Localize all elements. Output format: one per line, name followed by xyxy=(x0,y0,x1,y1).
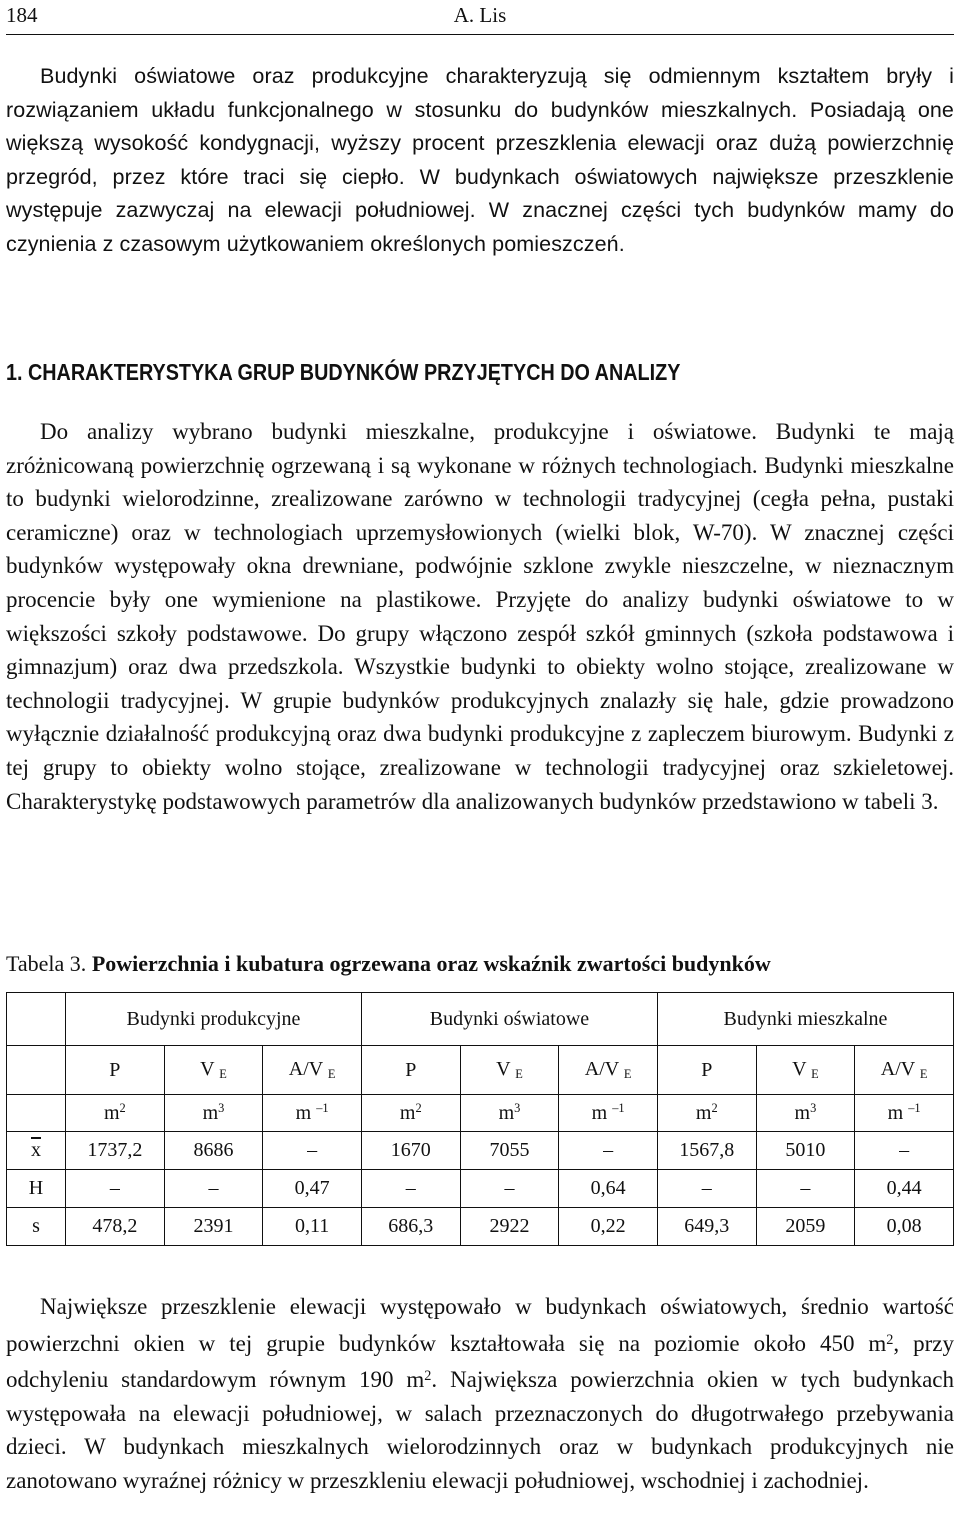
unit-cell: $m^2$ xyxy=(361,1095,460,1132)
table-cell: 2922 xyxy=(460,1208,559,1246)
unit-cell: $m^3$ xyxy=(756,1095,855,1132)
table-cell: 0,11 xyxy=(263,1208,362,1246)
symbol-cell: A/V $_E$ xyxy=(559,1046,658,1095)
unit-cell: m $^{-1}$ xyxy=(559,1095,658,1132)
row-label: $\overline{x}$ xyxy=(7,1132,66,1170)
group-header-production: Budynki produkcyjne xyxy=(66,993,362,1046)
table-cell: 0,08 xyxy=(855,1208,954,1246)
table-cell: 478,2 xyxy=(66,1208,165,1246)
table-cell: 7055 xyxy=(460,1132,559,1170)
running-author: A. Lis xyxy=(453,3,507,27)
symbol-cell: P xyxy=(657,1046,756,1095)
unit-cell: $m^3$ xyxy=(460,1095,559,1132)
table-cell: 0,47 xyxy=(263,1170,362,1208)
table-cell: 1567,8 xyxy=(657,1132,756,1170)
analysis-paragraph: Do analizy wybrano budynki mieszkalne, produkcyjne i oświatowe. Budynki te mają zróżnicowaną powierzchnię ogrzewaną i są wykonane w różnych technologiach. Budynki mieszkalne to budynki wielorodzinne, zrealizowane zarówno w technologii tradycyjnej (cegła pełna, pustaki ceramiczne) oraz w technologiach uprzemysłowionych (wielki blok, W-70). W znacznej części budynków występowały okna drewniane, podwójnie szklone zwykle nieszczelne, w nieznacznym procencie były one wymienione na plastikowe. Przyjęte do analizy budynki oświatowe to w większości szkoły podstawowe. Do grupy włączono zespół szkół gminnych (szkoła podstawowa i gimnazjum) oraz dwa przedszkola. Wszystkie budynki to obiekty wolno stojące, zrealizowane w technologii tradycyjnej. W grupie budynków produkcyjnych znalazły się hale, gdzie prowadzono wyłącznie działalność produkcyjną oraz dwa budynki produkcyjne z zapleczem biurowym. Budynki z tej grupy to obiekty wolno stojące, zrealizowane w technologii tradycyjnej oraz szkieletowej. Charakterystykę podstawowych parametrów dla analizowanych budynków przedstawiono w tabeli 3. xyxy=(6,419,954,814)
table-row-mean xyxy=(7,1132,954,1170)
table-cell: – xyxy=(559,1132,658,1170)
symbol-cell: P xyxy=(66,1046,165,1095)
table-cell: 686,3 xyxy=(361,1208,460,1246)
symbol-cell: A/V $_E$ xyxy=(263,1046,362,1095)
unit-cell: $m^2$ xyxy=(657,1095,756,1132)
table-cell: – xyxy=(657,1170,756,1208)
table-cell: – xyxy=(460,1170,559,1208)
unit-cell: $m^2$ xyxy=(66,1095,165,1132)
unit-cell: m $^{-1}$ xyxy=(263,1095,362,1132)
table-stub-cell xyxy=(7,1095,66,1132)
table-cell: – xyxy=(164,1170,263,1208)
symbol-cell: P xyxy=(361,1046,460,1095)
running-head xyxy=(6,0,954,35)
table-cell: 5010 xyxy=(756,1132,855,1170)
table-cell: 2059 xyxy=(756,1208,855,1246)
section-heading: 1. CHARAKTERYSTYKA GRUP BUDYNKÓW PRZYJĘTYCH DO ANALIZY xyxy=(6,359,681,385)
table-cell: 1737,2 xyxy=(66,1132,165,1170)
glazing-paragraph: Największe przeszklenie elewacji występowało w budynkach oświatowych, średnio wartość powierzchni okien w tej grupie budynków kształtowała się na poziomie około 450 $m^2$, przy odchyleniu standardowym równym 190 $m^2$. Największa powierzchnia okien w tych budynkach występowała na elewacji południowej, w salach przeznaczonych do długotrwałego przebywania dzieci. W budynkach mieszkalnych wielorodzinnych oraz w budynkach produkcyjnych nie zanotowano wyraźnej różnicy w przeszkleniu elewacji południowej, wschodniej i zachodniej. xyxy=(6,1294,954,1493)
table-cell: – xyxy=(361,1170,460,1208)
symbol-cell: V $_E$ xyxy=(164,1046,263,1095)
table-cell: 0,64 xyxy=(559,1170,658,1208)
data-table xyxy=(6,992,954,1246)
table-cell: 0,22 xyxy=(559,1208,658,1246)
symbol-cell: V $_E$ xyxy=(460,1046,559,1095)
table-row-h xyxy=(7,1170,954,1208)
page xyxy=(6,0,954,1519)
table-cell: – xyxy=(756,1170,855,1208)
table-caption xyxy=(6,948,954,980)
table-symbol-row xyxy=(7,1046,954,1095)
row-label: H xyxy=(7,1170,66,1208)
table-group-header-row xyxy=(7,993,954,1046)
symbol-cell: V $_E$ xyxy=(756,1046,855,1095)
table-row-std xyxy=(7,1208,954,1246)
table-stub-cell xyxy=(7,1046,66,1095)
unit-cell: m $^{-1}$ xyxy=(855,1095,954,1132)
table-caption-title: Powierzchnia i kubatura ogrzewana oraz wskaźnik zwartości budynków xyxy=(91,951,771,976)
table-cell: 8686 xyxy=(164,1132,263,1170)
table-cell: 0,44 xyxy=(855,1170,954,1208)
table-cell: – xyxy=(855,1132,954,1170)
table-cell: 1670 xyxy=(361,1132,460,1170)
group-header-residential: Budynki mieszkalne xyxy=(657,993,953,1046)
group-header-education: Budynki oświatowe xyxy=(361,993,657,1046)
table-cell: 2391 xyxy=(164,1208,263,1246)
symbol-cell: A/V $_E$ xyxy=(855,1046,954,1095)
page-number: 184 xyxy=(6,3,38,27)
intro-paragraph: Budynki oświatowe oraz produkcyjne charakteryzują się odmiennym kształtem bryły i rozwiązaniem układu funkcjonalnego w stosunku do budynków mieszkalnych. Posiadają one większą wysokość kondygnacji, wyższy procent przeszklenia elewacji oraz dużą powierzchnię przegród, przez które traci się ciepło. W budynkach oświatowych największe przeszklenie występuje zazwyczaj na elewacji południowej. W znacznej części tych budynków mamy do czynienia z czasowym użytkowaniem określonych pomieszczeń. xyxy=(6,64,954,256)
table-cell: 649,3 xyxy=(657,1208,756,1246)
table-unit-row xyxy=(7,1095,954,1132)
table-caption-label: Tabela 3. xyxy=(6,951,87,976)
table-cell: – xyxy=(66,1170,165,1208)
unit-cell: $m^3$ xyxy=(164,1095,263,1132)
table-stub-cell xyxy=(7,993,66,1046)
table-cell: – xyxy=(263,1132,362,1170)
row-label: s xyxy=(7,1208,66,1246)
